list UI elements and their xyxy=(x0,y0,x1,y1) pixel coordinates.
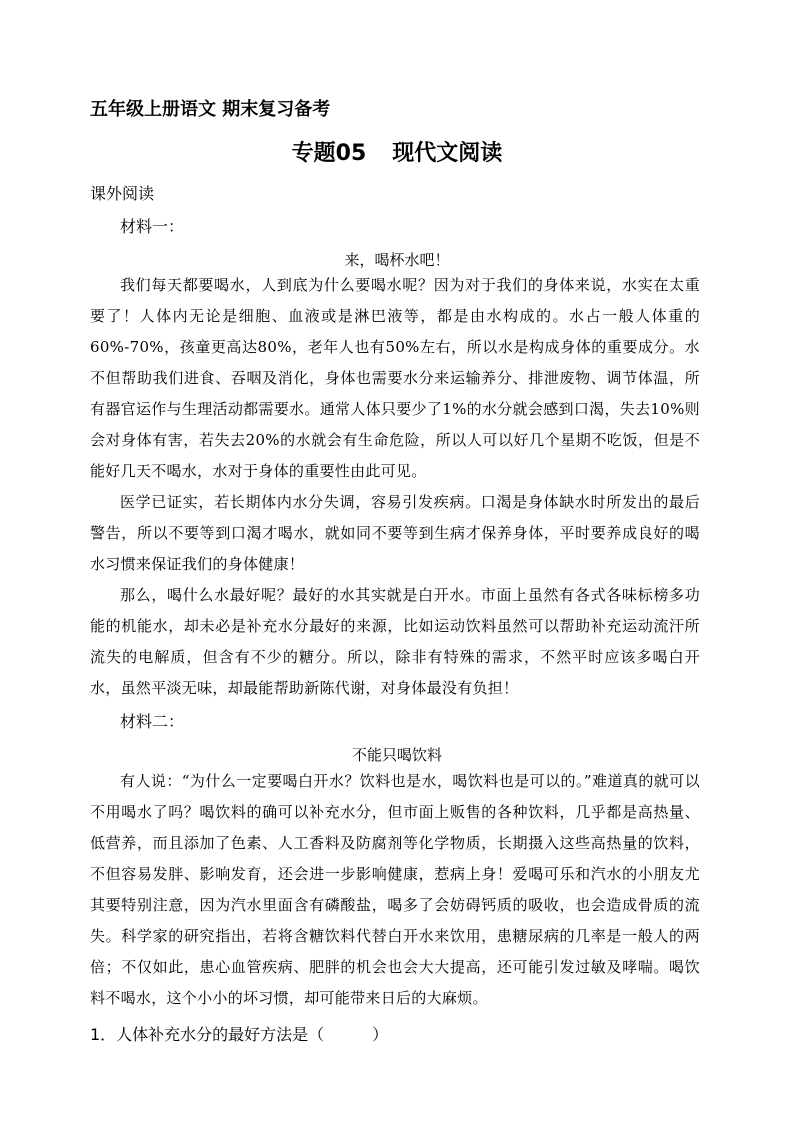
topic-number: 专题05 xyxy=(291,141,367,166)
material-one-paragraph: 那么，喝什么水最好呢？最好的水其实就是白开水。市面上虽然有各式各味标榜多功能的机能水，却未必是补充水分最好的来源，比如运动饮料虽然可以帮助补充运动流汗所流失的电解质，但含有不少的糖分。所以，除非有特殊的需求，不然平时应该多喝白开水，虽然平淡无味，却最能帮助新陈代谢，对身体最没有负担！ xyxy=(90,586,700,697)
material-two-paragraph: 有人说：“为什么一定要喝白开水？饮料也是水，喝饮料也是可以的。”难道真的就可以不用喝水了吗？喝饮料的确可以补充水分，但市面上贩售的各种饮料，几乎都是高热量、低营养，而且添加了色素、人工香料及防腐剂等化学物质，长期摄入这些高热量的饮料，不但容易发胖、影响发育，还会进一步影响健康，惹病上身！爱喝可乐和汽水的小朋友尤其要特别注意，因为汽水里面含有磷酸盐，喝多了会妨碍钙质的吸收，也会造成骨质的流失。科学家的研究指出，若将含糖饮料代替白开水来饮用，患糖尿病的几率是一般人的两倍；不仅如此，患心血管疾病、肥胖的机会也会大大提高，还可能引发过敏及哮喘。喝饮料不喝水，这个小小的坏习惯，却可能带来日后的大麻烦。 xyxy=(90,772,700,1007)
material-two-title: 不能只喝饮料 xyxy=(351,746,442,764)
material-one-paragraph: 医学已证实，若长期体内水分失调，容易引发疾病。口渴是身体缺水时所发出的最后警告，所以不要等到口渴才喝水，就如同不要等到生病才保养身体，平时要养成良好的喝水习惯来保证我们的身体健康！ xyxy=(90,493,700,573)
grade-heading: 五年级上册语文 期末复习备考 xyxy=(90,99,331,120)
page-title xyxy=(0,136,794,167)
material-one-title: 来，喝杯水吧！ xyxy=(344,251,450,269)
material-two-label: 材料二： xyxy=(120,712,185,731)
topic-name: 现代文阅读 xyxy=(392,141,503,166)
question-item: 1．人体补充水分的最好方法是（ ） xyxy=(90,1025,389,1044)
section-label: 课外阅读 xyxy=(90,184,155,203)
material-one-label: 材料一： xyxy=(120,217,185,236)
material-one-paragraph: 我们每天都要喝水，人到底为什么要喝水呢？因为对于我们的身体来说，水实在太重要了！人体内无论是细胞、血液或是淋巴液等，都是由水构成的。水占一般人体重的60%-70%，孩童更高达80%，老年人也有50%左右，所以水是构成身体的重要成分。水不但帮助我们进食、吞咽及消化，身体也需要水分来运输养分、排泄废物、调节体温，所有器官运作与生理活动都需要水。通常人体只要少了1%的水分就会感到口渴，失去10%则会对身体有害，若失去20%的水就会有生命危险，所以人可以好几个星期不吃饭，但是不能好几天不喝水，水对于身体的重要性由此可见。 xyxy=(90,276,700,480)
